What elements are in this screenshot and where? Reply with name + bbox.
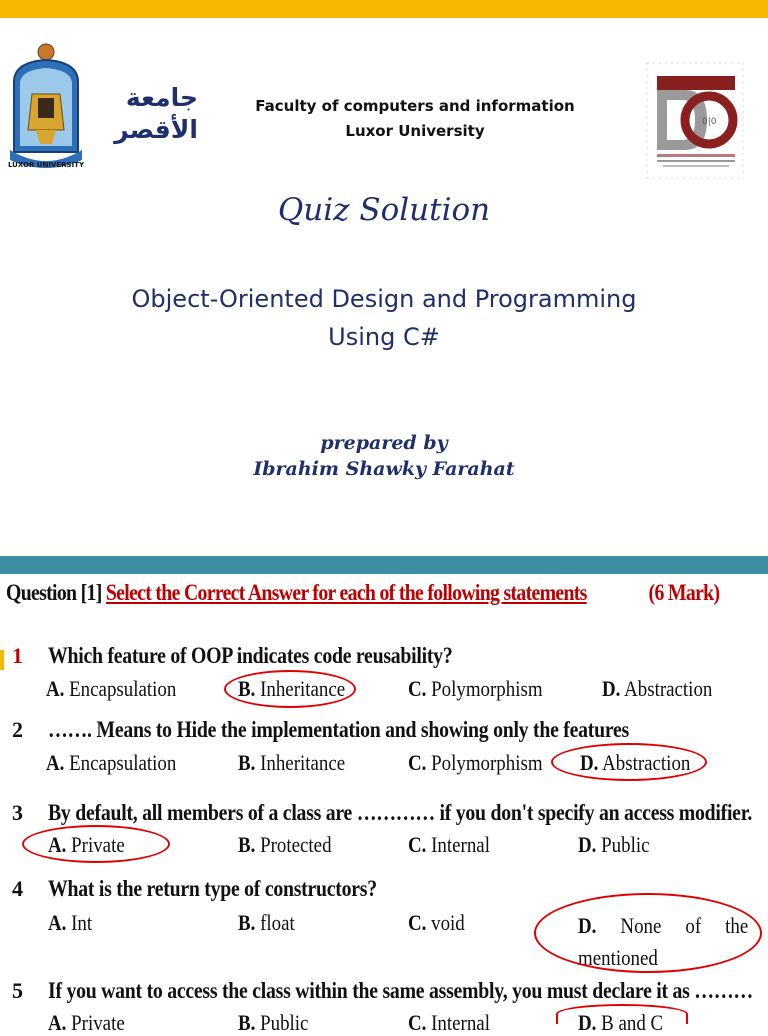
option-c: C. void bbox=[408, 910, 465, 935]
prepared-by-block bbox=[0, 430, 768, 482]
option-b: B. Inheritance bbox=[238, 750, 346, 775]
option-a: A. Encapsulation bbox=[46, 676, 177, 701]
question-instruction: Select the Correct Answer for each of the following statements bbox=[105, 580, 587, 605]
faculty-heading bbox=[215, 94, 615, 144]
option-d: D. Abstraction bbox=[602, 676, 713, 701]
svg-text:0|0: 0|0 bbox=[702, 117, 717, 127]
top-accent-bar bbox=[0, 0, 768, 18]
question-number: 2 bbox=[12, 717, 23, 742]
option-b: B. Inheritance bbox=[238, 676, 346, 701]
option-d: D. Public bbox=[578, 832, 650, 857]
question-header bbox=[6, 580, 719, 606]
luxor-university-logo bbox=[6, 42, 86, 174]
question-label: Question [1] bbox=[6, 580, 102, 605]
option-d: D. None of the mentioned bbox=[578, 913, 749, 970]
option-a: A. Int bbox=[48, 910, 93, 935]
author-name: Ibrahim Shawky Farahat bbox=[253, 458, 515, 480]
answer-circle bbox=[551, 743, 707, 781]
university-name-arabic bbox=[98, 82, 198, 146]
faculty-logo bbox=[645, 58, 745, 188]
course-line-2: Using C# bbox=[328, 323, 440, 351]
logo-caption: LUXOR UNIVERSITY bbox=[7, 161, 85, 169]
option-d: D. B and C bbox=[578, 1010, 664, 1035]
question-marker bbox=[0, 650, 4, 670]
option-c: C. Polymorphism bbox=[408, 676, 543, 701]
answer-circle bbox=[22, 825, 170, 863]
faculty-line-1: Faculty of computers and information bbox=[255, 97, 575, 115]
option-c: C. Polymorphism bbox=[408, 750, 543, 775]
question-number: 1 bbox=[12, 643, 23, 668]
question-text: What is the return type of constructors? bbox=[48, 876, 377, 901]
arabic-line-2: الأقصر bbox=[114, 115, 198, 144]
option-b: B. float bbox=[238, 910, 295, 935]
option-a: A. Private bbox=[48, 832, 125, 857]
option-a: A. Private bbox=[48, 1010, 125, 1035]
question-number: 5 bbox=[12, 978, 23, 1003]
section-divider-bar bbox=[0, 556, 768, 574]
question-text: ……. Means to Hide the implementation and showing only the features bbox=[48, 717, 629, 742]
option-a: A. Encapsulation bbox=[46, 750, 177, 775]
faculty-line-2: Luxor University bbox=[345, 122, 485, 140]
option-c: C. Internal bbox=[408, 832, 490, 857]
option-b: B. Public bbox=[238, 1010, 309, 1035]
question-text: By default, all members of a class are ………… if you don't specify an access modifier. bbox=[48, 800, 753, 825]
option-b: B. Protected bbox=[238, 832, 332, 857]
quiz-title: Quiz Solution bbox=[277, 192, 491, 228]
option-d: D. Abstraction bbox=[580, 750, 691, 775]
option-c: C. Internal bbox=[408, 1010, 490, 1035]
question-text: Which feature of OOP indicates code reusability? bbox=[48, 643, 453, 668]
course-line-1: Object-Oriented Design and Programming bbox=[131, 285, 637, 313]
answer-circle bbox=[556, 1004, 688, 1024]
prepared-by-label: prepared by bbox=[320, 432, 448, 454]
course-title bbox=[0, 280, 768, 356]
arabic-line-1: جامعة bbox=[125, 83, 198, 112]
question-number: 3 bbox=[12, 800, 23, 825]
question-mark: (6 Mark) bbox=[648, 580, 720, 605]
question-number: 4 bbox=[12, 876, 23, 901]
answer-circle bbox=[534, 893, 762, 973]
answer-circle bbox=[224, 670, 356, 708]
question-text: If you want to access the class within the same assembly, you must declare it as ……… bbox=[48, 978, 753, 1003]
